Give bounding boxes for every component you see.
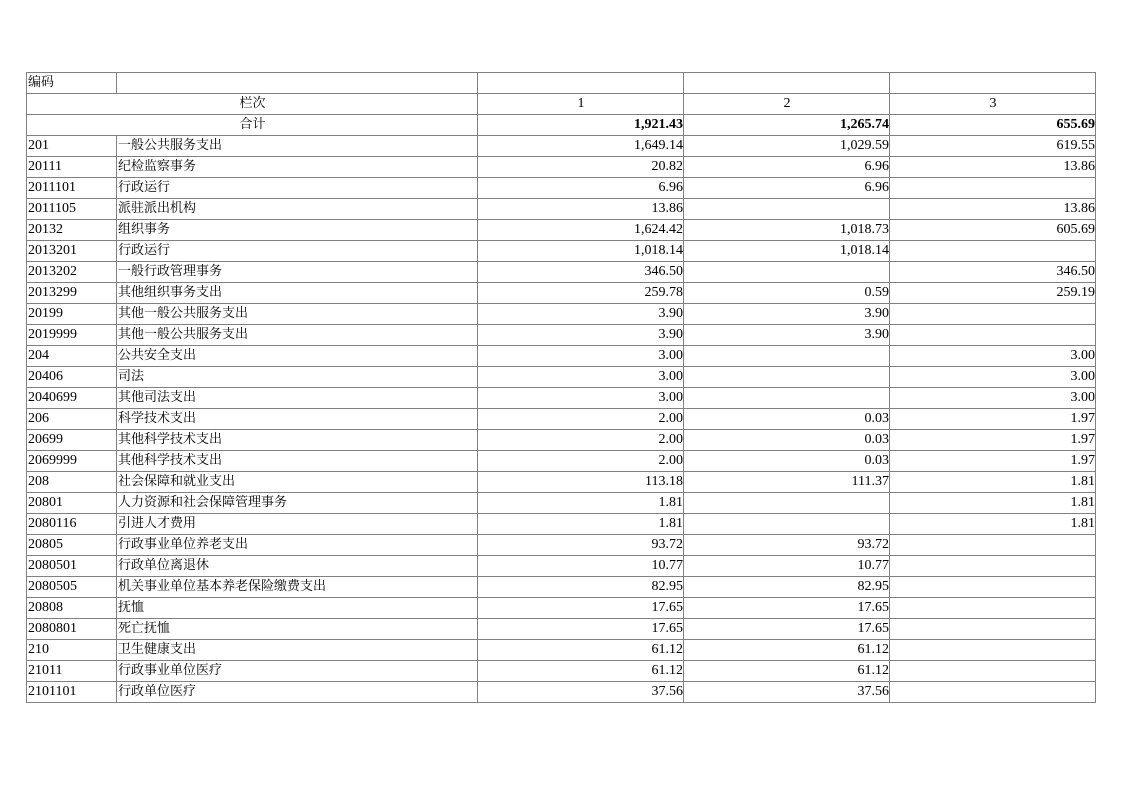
row-name: 组织事务: [117, 220, 478, 241]
row-value-2: 0.03: [684, 451, 890, 472]
row-code: 201: [27, 136, 117, 157]
row-value-2: 37.56: [684, 682, 890, 703]
empty-header-cell: [684, 73, 890, 94]
row-value-1: 1.81: [478, 514, 684, 535]
table-row: [27, 640, 1096, 661]
table-row: [27, 304, 1096, 325]
table-row: [27, 241, 1096, 262]
row-name: 其他司法支出: [117, 388, 478, 409]
row-name: 纪检监察事务: [117, 157, 478, 178]
row-value-3: [890, 619, 1096, 640]
row-value-2: 1,018.14: [684, 241, 890, 262]
row-value-3: [890, 241, 1096, 262]
row-name: 行政运行: [117, 241, 478, 262]
row-value-1: 17.65: [478, 598, 684, 619]
row-value-1: 3.90: [478, 304, 684, 325]
total-label: 合计: [27, 115, 478, 136]
row-value-1: 61.12: [478, 661, 684, 682]
row-value-1: 1,649.14: [478, 136, 684, 157]
row-value-2: 6.96: [684, 157, 890, 178]
row-code: 20199: [27, 304, 117, 325]
row-value-3: 619.55: [890, 136, 1096, 157]
row-value-3: 1.97: [890, 451, 1096, 472]
row-value-3: 1.81: [890, 493, 1096, 514]
row-value-2: 10.77: [684, 556, 890, 577]
row-value-3: 13.86: [890, 199, 1096, 220]
row-value-3: 1.97: [890, 430, 1096, 451]
row-code: 2019999: [27, 325, 117, 346]
row-value-1: 3.00: [478, 388, 684, 409]
row-name: 其他科学技术支出: [117, 451, 478, 472]
row-value-3: [890, 577, 1096, 598]
row-code: 21011: [27, 661, 117, 682]
row-value-3: 346.50: [890, 262, 1096, 283]
total-row: [27, 115, 1096, 136]
row-code: 2101101: [27, 682, 117, 703]
total-value-1: 1,921.43: [478, 115, 684, 136]
row-name: 司法: [117, 367, 478, 388]
table-row: [27, 661, 1096, 682]
row-code: 2080116: [27, 514, 117, 535]
row-name: 行政运行: [117, 178, 478, 199]
table-row: [27, 136, 1096, 157]
row-code: 208: [27, 472, 117, 493]
empty-header-cell: [117, 73, 478, 94]
row-value-3: [890, 640, 1096, 661]
row-name: 卫生健康支出: [117, 640, 478, 661]
table-row: [27, 451, 1096, 472]
row-value-2: [684, 199, 890, 220]
row-value-2: 17.65: [684, 619, 890, 640]
row-value-3: 13.86: [890, 157, 1096, 178]
row-value-2: 0.03: [684, 430, 890, 451]
row-code: 20132: [27, 220, 117, 241]
row-value-2: 3.90: [684, 325, 890, 346]
row-name: 公共安全支出: [117, 346, 478, 367]
row-value-1: 6.96: [478, 178, 684, 199]
row-code: 2080505: [27, 577, 117, 598]
row-value-1: 2.00: [478, 430, 684, 451]
row-code: 2040699: [27, 388, 117, 409]
row-value-1: 3.00: [478, 367, 684, 388]
row-value-1: 3.00: [478, 346, 684, 367]
table-row: [27, 409, 1096, 430]
row-value-3: 3.00: [890, 388, 1096, 409]
row-code: 2013202: [27, 262, 117, 283]
row-code: 210: [27, 640, 117, 661]
row-value-2: 17.65: [684, 598, 890, 619]
row-value-1: 3.90: [478, 325, 684, 346]
row-code: 20699: [27, 430, 117, 451]
row-code: 20808: [27, 598, 117, 619]
row-value-1: 13.86: [478, 199, 684, 220]
row-value-3: [890, 598, 1096, 619]
table-row: [27, 619, 1096, 640]
table-row: [27, 388, 1096, 409]
row-value-1: 346.50: [478, 262, 684, 283]
row-name: 死亡抚恤: [117, 619, 478, 640]
row-code: 204: [27, 346, 117, 367]
table-row: [27, 262, 1096, 283]
row-value-3: [890, 556, 1096, 577]
row-value-3: 1.81: [890, 514, 1096, 535]
row-code: 2013299: [27, 283, 117, 304]
row-value-1: 113.18: [478, 472, 684, 493]
row-name: 其他科学技术支出: [117, 430, 478, 451]
row-value-2: [684, 514, 890, 535]
row-value-2: 6.96: [684, 178, 890, 199]
row-value-3: [890, 304, 1096, 325]
row-value-2: [684, 262, 890, 283]
total-value-3: 655.69: [890, 115, 1096, 136]
row-value-1: 10.77: [478, 556, 684, 577]
row-code: 2080501: [27, 556, 117, 577]
row-name: 社会保障和就业支出: [117, 472, 478, 493]
total-value-2: 1,265.74: [684, 115, 890, 136]
row-value-2: [684, 493, 890, 514]
table-row: [27, 577, 1096, 598]
row-value-3: 259.19: [890, 283, 1096, 304]
empty-header-cell: [478, 73, 684, 94]
column-1-header: 1: [478, 94, 684, 115]
row-value-3: 3.00: [890, 367, 1096, 388]
table-row: [27, 283, 1096, 304]
row-name: 机关事业单位基本养老保险缴费支出: [117, 577, 478, 598]
budget-table: [26, 72, 1096, 703]
row-value-2: 1,018.73: [684, 220, 890, 241]
header-row-code: [27, 73, 1096, 94]
column-3-header: 3: [890, 94, 1096, 115]
row-value-1: 1,018.14: [478, 241, 684, 262]
table-row: [27, 220, 1096, 241]
row-value-1: 61.12: [478, 640, 684, 661]
table-body: [27, 73, 1096, 703]
row-value-2: [684, 346, 890, 367]
row-name: 引进人才费用: [117, 514, 478, 535]
row-value-2: 93.72: [684, 535, 890, 556]
row-code: 206: [27, 409, 117, 430]
row-value-1: 259.78: [478, 283, 684, 304]
row-code: 2011101: [27, 178, 117, 199]
row-value-3: [890, 178, 1096, 199]
row-value-3: 1.97: [890, 409, 1096, 430]
table-row: [27, 157, 1096, 178]
row-value-1: 93.72: [478, 535, 684, 556]
row-value-1: 1,624.42: [478, 220, 684, 241]
row-value-3: [890, 535, 1096, 556]
table-row: [27, 346, 1096, 367]
table-row: [27, 472, 1096, 493]
row-value-2: 61.12: [684, 661, 890, 682]
code-header: 编码: [27, 73, 117, 94]
column-index-header: 栏次: [27, 94, 478, 115]
row-name: 行政单位离退休: [117, 556, 478, 577]
row-value-1: 2.00: [478, 409, 684, 430]
row-value-2: [684, 388, 890, 409]
row-name: 其他一般公共服务支出: [117, 304, 478, 325]
row-value-1: 2.00: [478, 451, 684, 472]
table-row: [27, 325, 1096, 346]
table-row: [27, 367, 1096, 388]
row-code: 20801: [27, 493, 117, 514]
row-value-2: 61.12: [684, 640, 890, 661]
row-value-3: [890, 682, 1096, 703]
table-row: [27, 556, 1096, 577]
header-row-columns: [27, 94, 1096, 115]
row-value-3: 1.81: [890, 472, 1096, 493]
row-value-3: 3.00: [890, 346, 1096, 367]
row-value-3: 605.69: [890, 220, 1096, 241]
table-row: [27, 598, 1096, 619]
table-row: [27, 493, 1096, 514]
row-code: 20805: [27, 535, 117, 556]
table-row: [27, 178, 1096, 199]
table-row: [27, 514, 1096, 535]
row-value-3: [890, 661, 1096, 682]
row-value-1: 1.81: [478, 493, 684, 514]
row-name: 行政事业单位养老支出: [117, 535, 478, 556]
row-value-2: 3.90: [684, 304, 890, 325]
row-value-2: [684, 367, 890, 388]
table-row: [27, 199, 1096, 220]
table-row: [27, 535, 1096, 556]
row-value-1: 20.82: [478, 157, 684, 178]
row-value-1: 17.65: [478, 619, 684, 640]
row-code: 20406: [27, 367, 117, 388]
empty-header-cell: [890, 73, 1096, 94]
row-name: 一般公共服务支出: [117, 136, 478, 157]
row-value-2: 82.95: [684, 577, 890, 598]
row-name: 抚恤: [117, 598, 478, 619]
table-row: [27, 430, 1096, 451]
row-code: 2013201: [27, 241, 117, 262]
row-code: 2069999: [27, 451, 117, 472]
row-name: 人力资源和社会保障管理事务: [117, 493, 478, 514]
row-code: 2011105: [27, 199, 117, 220]
row-name: 行政事业单位医疗: [117, 661, 478, 682]
row-code: 20111: [27, 157, 117, 178]
row-code: 2080801: [27, 619, 117, 640]
row-name: 其他组织事务支出: [117, 283, 478, 304]
row-value-2: 0.03: [684, 409, 890, 430]
row-name: 科学技术支出: [117, 409, 478, 430]
table-row: [27, 682, 1096, 703]
row-value-2: 0.59: [684, 283, 890, 304]
row-name: 行政单位医疗: [117, 682, 478, 703]
row-name: 派驻派出机构: [117, 199, 478, 220]
row-value-2: 1,029.59: [684, 136, 890, 157]
column-2-header: 2: [684, 94, 890, 115]
row-value-2: 111.37: [684, 472, 890, 493]
row-name: 其他一般公共服务支出: [117, 325, 478, 346]
row-name: 一般行政管理事务: [117, 262, 478, 283]
row-value-1: 37.56: [478, 682, 684, 703]
row-value-3: [890, 325, 1096, 346]
row-value-1: 82.95: [478, 577, 684, 598]
